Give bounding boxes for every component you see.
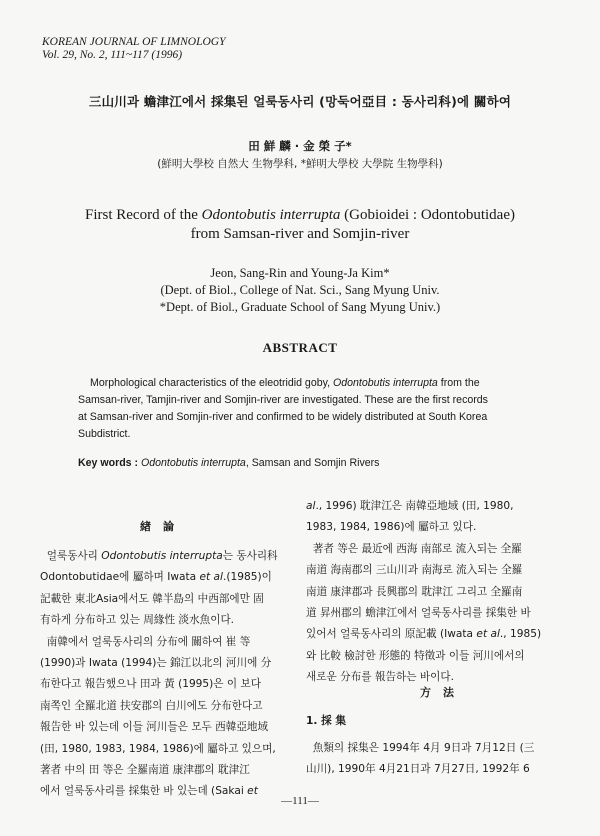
right-column-methods [306, 738, 568, 781]
body-line: 南道 海南郡의 三山川과 南海로 流入되는 全羅 [306, 564, 523, 577]
body-text: 著者 等은 最近에 西海 南部로 流入되는 全羅 [312, 542, 522, 555]
english-title-line2: from Samsan-river and Somjin-river [190, 226, 410, 242]
body-text: ., 1985) [499, 628, 542, 641]
body-line: 道 昇州郡의 蟾津江에서 얼룩동사리를 採集한 바 [306, 607, 531, 620]
body-line [306, 624, 568, 645]
body-line [40, 632, 296, 653]
abstract-body [78, 375, 530, 443]
abstract-line: at Samsan-river and Somjin-river and confirmed to be widely distributed at South Korea [78, 411, 488, 423]
english-title-post: (Gobioidei : Odontobutidae) [340, 207, 515, 223]
body-text: 魚類의 採集은 1994年 4月 9日과 7月12日 (三 [312, 742, 535, 754]
body-line: (1990)과 Iwata (1994)는 錦江以北의 河川에 分 [40, 657, 272, 670]
body-line: (田, 1980, 1983, 1984, 1986)에 屬하고 있으며, [40, 742, 276, 755]
body-line: 南쪽인 全羅北道 扶安郡의 白川에도 分布한다고 [40, 699, 263, 712]
body-line: 報告한 바 있는데 이들 河川들은 모두 西韓亞地域 [40, 721, 269, 734]
body-species: Odontobutis interrupta [101, 550, 223, 562]
journal-name: KOREAN JOURNAL OF LIMNOLOGY [42, 36, 226, 48]
abstract-line1-post: from the [437, 377, 480, 389]
korean-authors: 田 鮮 麟 · 金 榮 子* [248, 139, 352, 153]
english-authors: Jeon, Sang-Rin and Young-Ja Kim* [210, 266, 390, 280]
korean-title: 三山川과 蟾津江에서 採集된 얼룩동사리 (망둑어亞目 : 동사리科)에 關하여 [88, 94, 512, 109]
journal-header [42, 36, 225, 62]
korean-affiliation: (鮮明大學校 自然大 生物學科, *鮮明大學校 大學院 生物學科) [157, 158, 443, 170]
abstract-line1-pre: Morphological characteristics of the eleotridid goby, [90, 377, 333, 389]
body-text: Odontobutidae에 屬하며 Iwata [40, 571, 200, 584]
abstract-heading: ABSTRACT [262, 340, 338, 355]
body-text: 南韓에서 얼룩동사리의 分布에 關하여 崔 等 [46, 635, 251, 648]
body-etal: et al [476, 628, 500, 641]
journal-volume: Vol. 29, No. 2, 111~117 (1996) [42, 49, 183, 61]
body-etal: al [306, 500, 316, 512]
body-line [40, 567, 296, 588]
body-line: 著者 中의 田 等은 全羅南道 康津郡의 耽津江 [40, 764, 250, 777]
keywords-rest: , Samsan and Somjin Rivers [245, 457, 380, 469]
body-line [306, 539, 568, 560]
body-line: 山川), 1990年 4月21日과 7月27日, 1992年 6 [306, 763, 530, 776]
abstract-line: Subdistrict. [78, 428, 131, 440]
body-text: 있어서 얼룩동사리의 原記載 (Iwata [306, 628, 477, 641]
page-number: —111— [281, 795, 319, 807]
body-text: 에서 얼룩동사리를 採集한 바 있는데 (Sakai [40, 785, 248, 798]
body-line: 1983, 1984, 1986)에 屬하고 있다. [306, 521, 477, 534]
english-title [0, 206, 600, 244]
body-text: ., 1996) 耽津江은 南韓亞地域 (田, 1980, [315, 500, 514, 512]
methods-heading: 方法 [420, 686, 466, 699]
body-text: .(1985)이 [222, 571, 272, 584]
english-title-species: Odontobutis interrupta [201, 207, 341, 223]
body-line: 와 比較 檢討한 形態的 特徵과 이들 河川에서의 [306, 649, 525, 662]
abstract-line [78, 375, 530, 392]
intro-heading: 緖論 [140, 520, 186, 533]
body-etal: et al [199, 571, 223, 584]
collection-heading: 1. 採 集 [306, 715, 346, 727]
english-title-pre: First Record of the [85, 207, 202, 223]
body-etal: et [247, 785, 258, 798]
abstract-species: Odontobutis interrupta [333, 377, 438, 389]
right-column [306, 496, 568, 689]
keywords [78, 457, 379, 469]
keywords-species: Odontobutis interrupta [141, 457, 246, 469]
body-text: 얼룩동사리 [46, 550, 102, 562]
body-text: 는 동사리科 [222, 550, 278, 562]
body-line [306, 496, 568, 517]
left-column [40, 546, 296, 803]
body-line: 南道 康津郡과 長興郡의 耽津江 그리고 全羅南 [306, 585, 523, 598]
body-line: 有하게 分布하고 있는 周緣性 淡水魚이다. [40, 614, 235, 627]
body-line: 새로운 分布를 報告하는 바이다. [306, 671, 454, 684]
body-line: 記載한 東北Asia에서도 韓半島의 中西部에만 固 [40, 592, 264, 605]
body-line [40, 546, 296, 567]
body-line: 布한다고 報告했으나 田과 黃 (1995)은 이 보다 [40, 678, 261, 691]
english-affiliation-2: *Dept. of Biol., Graduate School of Sang Myung Univ.) [159, 300, 441, 314]
body-line [306, 738, 568, 759]
english-affiliation-1: (Dept. of Biol., College of Nat. Sci., Sang Myung Univ. [160, 283, 440, 297]
abstract-line: Samsan-river, Tamjin-river and Somjin-river are investigated. These are the first records [78, 394, 488, 406]
keywords-label: Key words : [78, 457, 139, 469]
english-authors-block [0, 265, 600, 316]
